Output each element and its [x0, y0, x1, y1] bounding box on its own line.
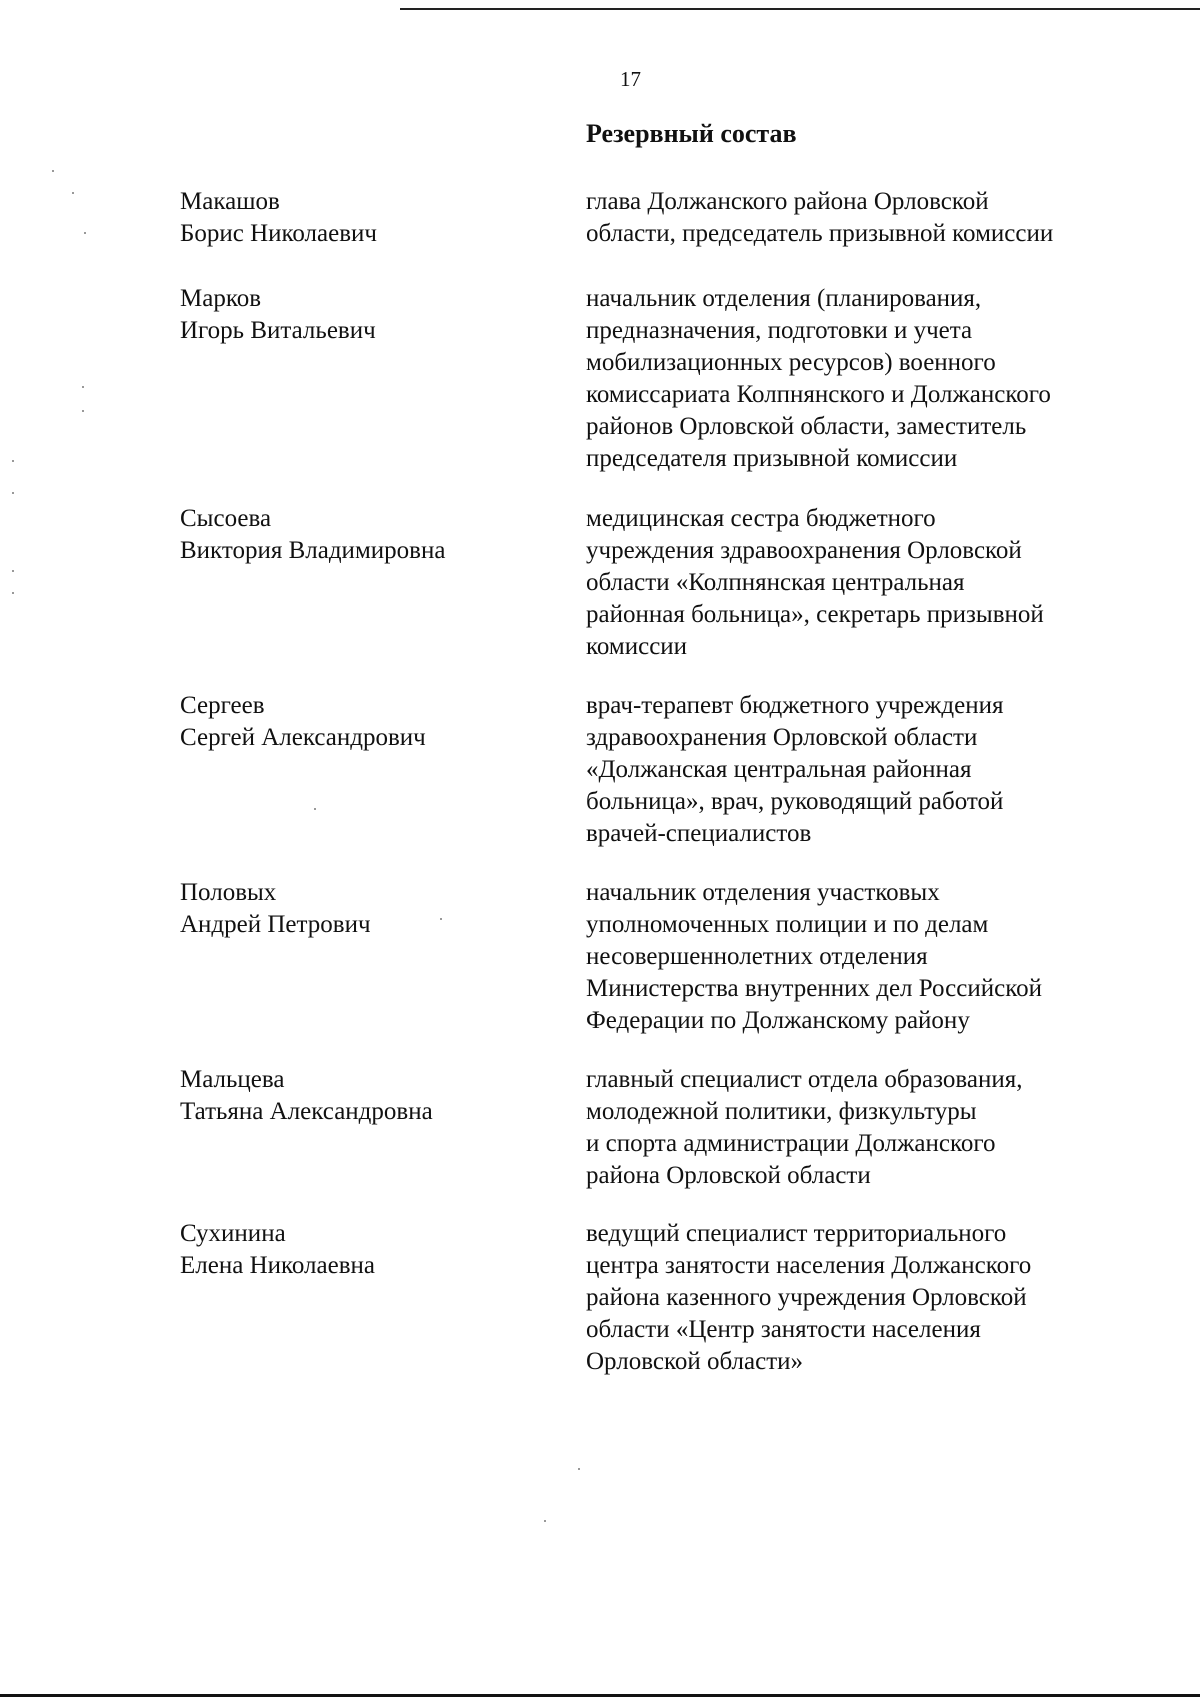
role-line: районов Орловской области, заместитель — [586, 413, 1027, 440]
role-line: «Должанская центральная районная — [586, 756, 972, 783]
scan-speck — [12, 460, 14, 462]
role-line: врачей-специалистов — [586, 820, 812, 847]
role-line: и спорта администрации Должанского — [586, 1130, 996, 1157]
member-surname: Мальцева — [180, 1066, 285, 1093]
member-role — [586, 690, 1126, 850]
bottom-scan-rule — [0, 1694, 1200, 1697]
role-line: медицинская сестра бюджетного — [586, 505, 936, 532]
top-scan-rule — [400, 8, 1200, 10]
member-surname: Сысоева — [180, 505, 272, 532]
member-name — [180, 1218, 540, 1282]
scan-speck — [440, 918, 442, 920]
role-line: области, председатель призывной комиссии — [586, 220, 1054, 247]
role-line: центра занятости населения Должанского — [586, 1252, 1032, 1279]
role-line: уполномоченных полиции и по делам — [586, 911, 989, 938]
scan-speck — [84, 232, 86, 234]
role-line: главный специалист отдела образования, — [586, 1066, 1023, 1093]
member-name — [180, 283, 540, 347]
member-given-name: Борис Николаевич — [180, 220, 377, 247]
scan-speck — [82, 410, 84, 412]
member-name — [180, 186, 540, 250]
role-line: несовершеннолетних отделения — [586, 943, 928, 970]
role-line: области «Центр занятости населения — [586, 1316, 981, 1343]
scan-speck — [52, 170, 54, 172]
member-surname: Сергеев — [180, 692, 265, 719]
member-role — [586, 1218, 1126, 1378]
role-line: врач-терапевт бюджетного учреждения — [586, 692, 1004, 719]
scan-speck — [12, 492, 14, 494]
page-number: 17 — [620, 67, 641, 91]
member-surname: Сухинина — [180, 1220, 286, 1247]
member-role — [586, 503, 1126, 663]
scan-speck — [72, 192, 74, 194]
scan-speck — [578, 1468, 580, 1470]
role-line: районная больница», секретарь призывной — [586, 601, 1044, 628]
member-given-name: Сергей Александрович — [180, 724, 426, 751]
member-given-name: Игорь Витальевич — [180, 317, 376, 344]
section-heading: Резервный состав — [586, 119, 797, 148]
member-surname: Половых — [180, 879, 277, 906]
role-line: глава Должанского района Орловской — [586, 188, 989, 215]
role-line: комиссии — [586, 633, 688, 660]
scan-speck — [544, 1520, 546, 1522]
role-line: больница», врач, руководящий работой — [586, 788, 1004, 815]
scan-speck — [82, 386, 84, 388]
role-line: района казенного учреждения Орловской — [586, 1284, 1027, 1311]
member-role — [586, 1064, 1126, 1192]
role-line: учреждения здравоохранения Орловской — [586, 537, 1022, 564]
member-name — [180, 690, 540, 754]
scan-speck — [12, 592, 14, 594]
scan-speck — [12, 570, 14, 572]
role-line: председателя призывной комиссии — [586, 445, 958, 472]
member-given-name: Елена Николаевна — [180, 1252, 375, 1279]
member-surname: Макашов — [180, 188, 280, 215]
role-line: Федерации по Должанскому району — [586, 1007, 970, 1034]
role-line: области «Колпнянская центральная — [586, 569, 965, 596]
role-line: ведущий специалист территориального — [586, 1220, 1007, 1247]
role-line: района Орловской области — [586, 1162, 871, 1189]
member-given-name: Андрей Петрович — [180, 911, 371, 938]
role-line: предназначения, подготовки и учета — [586, 317, 973, 344]
member-name — [180, 503, 540, 567]
member-role — [586, 186, 1126, 250]
role-line: комиссариата Колпнянского и Должанского — [586, 381, 1051, 408]
role-line: молодежной политики, физкультуры — [586, 1098, 977, 1125]
member-role — [586, 877, 1126, 1037]
role-line: начальник отделения (планирования, — [586, 285, 982, 312]
scan-speck — [314, 808, 316, 810]
role-line: начальник отделения участковых — [586, 879, 940, 906]
member-name — [180, 877, 540, 941]
member-given-name: Татьяна Александровна — [180, 1098, 433, 1125]
role-line: Министерства внутренних дел Российской — [586, 975, 1042, 1002]
member-name — [180, 1064, 540, 1128]
member-role — [586, 283, 1126, 475]
role-line: мобилизационных ресурсов) военного — [586, 349, 996, 376]
member-given-name: Виктория Владимировна — [180, 537, 446, 564]
member-surname: Марков — [180, 285, 262, 312]
role-line: Орловской области» — [586, 1348, 804, 1375]
role-line: здравоохранения Орловской области — [586, 724, 978, 751]
